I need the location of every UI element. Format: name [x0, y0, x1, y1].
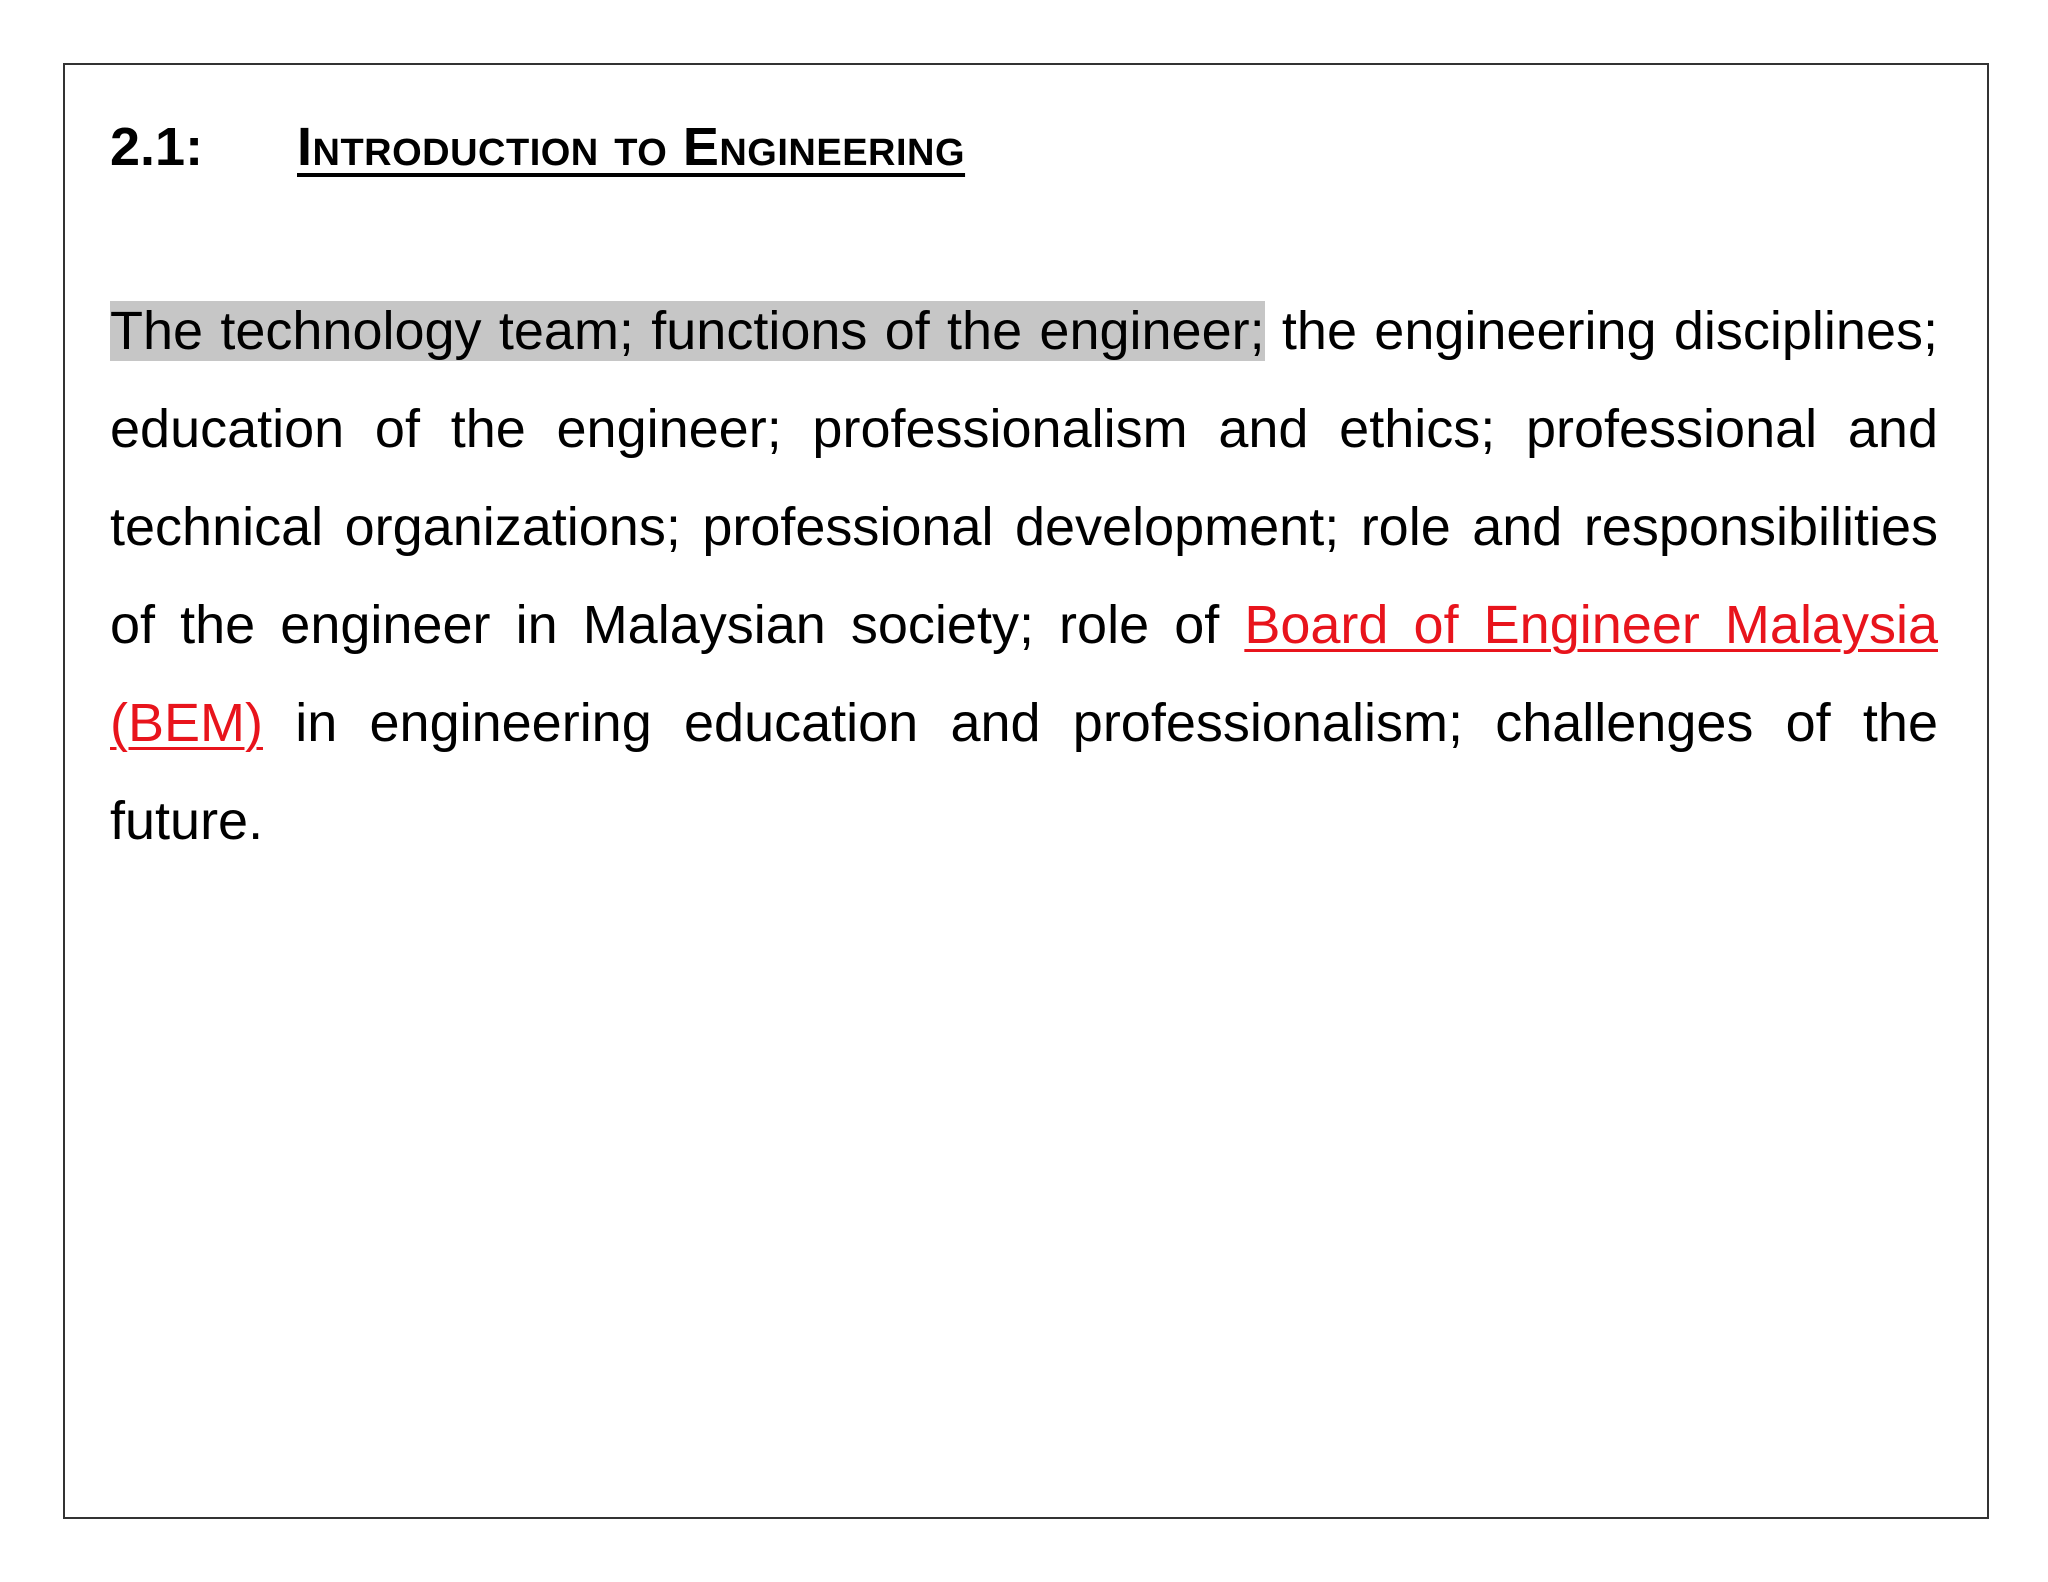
section-heading	[110, 112, 965, 182]
bem-link[interactable]: Board of Engineer Malaysia (BEM)	[110, 595, 1938, 753]
section-title: Introduction to Engineering	[297, 117, 966, 177]
body-paragraph	[110, 282, 1938, 870]
highlighted-text: The technology team; functions of the engineer;	[110, 301, 1265, 361]
paragraph-text-after-link: in engineering education and professionalism; challenges of the future.	[110, 693, 1938, 851]
paragraph-text-before-link: the engineering disciplines; education of the engineer; professionalism and ethics; professional and technical organizations; professional development; role and responsibilities of the engineer in Malaysian society; role of	[110, 301, 1938, 655]
section-number: 2.1:	[110, 117, 204, 177]
